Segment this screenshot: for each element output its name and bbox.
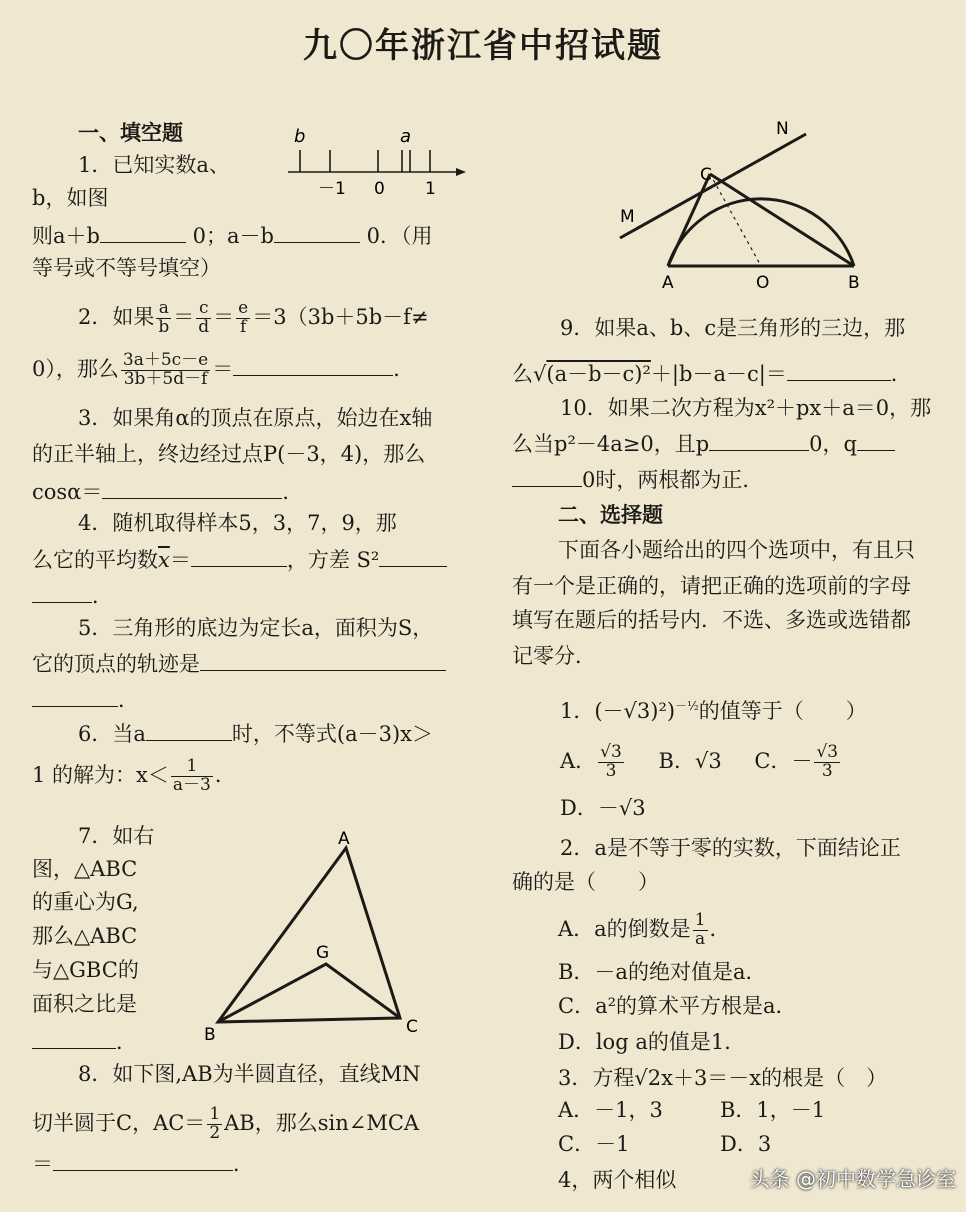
q8-line3: ＝ ． [32,1152,254,1176]
answer-blank[interactable] [191,548,287,567]
semicircle-arc [668,199,854,266]
point-label: M [620,207,635,227]
semicircle-figure [610,116,890,296]
q1-line1: 1．已知实数a、 [78,153,230,177]
q2-line2: 0），那么 $\frac{3a+5c-e}{3b+5d-f}$ ＝ ． [32,350,415,389]
vertex-label: C [406,1017,418,1037]
tangent-mn [620,134,806,238]
q9-line1: 9．如果a、b、c是三角形的三边，那 [560,316,906,340]
q10-line1: 10．如果二次方程为x²＋px＋a＝0，那 [560,396,932,420]
q7-line: 面积之比是 [32,992,137,1016]
numberline-arrow [456,168,466,176]
q5-line3: ． [32,688,139,711]
c1-stem: 1．(－√3)²)$^{-\frac{1}{2}}$的值等于（ ） [560,699,867,723]
point-label: C [700,165,712,185]
section2-intro: 记零分． [512,644,596,668]
q4-line1: 4．随机取得样本5，3，7，9，那 [78,511,397,535]
number-line-figure [280,124,475,204]
q3-line3: cosα＝ ． [32,480,304,504]
radius-oc [710,174,761,266]
q1-line3: 则a＋b 0；a－b 0．（用 [32,224,433,248]
numberline-tick-label: 0 [374,179,385,199]
q4-line2: 么它的平均数$\overline{x}=$ ，方差 S² [32,548,447,571]
q8-line1: 8．如下图,AB为半圆直径，直线MN [78,1062,421,1086]
q7-line: 图，△ABC [32,857,138,881]
c2-option-a: A．a的倒数是 $\frac{1}{a}$ ． [558,910,731,949]
c2-option-b: B．－a的绝对值是a． [558,960,767,984]
c2-line1: 2．a是不等于零的实数，下面结论正 [560,836,901,860]
c2-option-d: D．log a的值是1． [558,1030,746,1054]
answer-blank[interactable] [274,224,360,243]
q6-line1: 6．当a 时，不等式(a－3)x＞ [78,722,433,746]
answer-blank[interactable] [32,1030,116,1049]
q5-line2: 它的顶点的轨迹是 [32,652,446,675]
answer-blank[interactable] [53,1152,233,1171]
q5-line1: 5．三角形的底边为定长a，面积为S， [78,616,434,640]
point-label: N [776,119,789,139]
q3-line2: 的正半轴上，终边经过点P(－3，4)，那么 [32,442,426,466]
c3-stem: 3．方程√2x＋3＝－x的根是（ ） [558,1066,888,1090]
c3-option-a: A．－1，3 [558,1098,663,1122]
c2-option-c: C．a²的算术平方根是a． [558,994,797,1018]
numberline-b-label: b [294,126,306,147]
q9-line2: 么√(a－b－c)²＋|b－a－c|＝ ． [512,362,912,386]
q6-line2: 1 的解为：x＜ $\frac{1}{a-3}$ ． [32,756,236,795]
chord-cb [710,174,854,266]
point-label: A [662,273,674,293]
q2-line1: 2．如果 $\frac{a}{b}$ ＝ $\frac{c}{d}$ ＝ $\frac{e}{f}$ ＝3（3b＋5b－f≠ [78,298,429,337]
section2-intro: 下面各小题给出的四个选项中，有且只 [558,538,915,562]
q3-line1: 3．如果角α的顶点在原点，始边在x轴 [78,406,433,430]
answer-blank[interactable] [102,480,282,499]
q7-line: 那么△ABC [32,924,138,948]
triangle-abc [218,848,400,1022]
answer-blank[interactable] [512,468,582,487]
c3-option-b: B．1，－1 [720,1098,826,1122]
q10-line3: 0时，两根都为正． [512,468,763,491]
answer-blank[interactable] [100,224,186,243]
q4-line3: ． [32,584,113,607]
q7-line: 的重心为G, [32,890,139,914]
answer-blank[interactable] [32,688,118,707]
section-heading-fill: 一、填空题 [78,120,183,145]
chord-ac [668,174,710,266]
c2-line2: 确的是（ ） [512,870,659,894]
section2-intro: 有一个是正确的，请把正确的选项前的字母 [512,574,911,598]
triangle-figure [200,826,430,1048]
vertex-label: G [316,943,330,963]
q7-line-end: ． [32,1030,137,1053]
answer-blank[interactable] [709,432,809,451]
answer-blank[interactable] [787,362,891,381]
page-title: 九〇年浙江省中招试题 [303,26,663,66]
c1-options: A． $\frac{√3}{3}$ B．√3 C．－ $\frac{√3}{3}$ [560,742,839,781]
vertex-label: B [204,1025,216,1045]
q7-line: 与△GBC的 [32,958,139,982]
answer-blank[interactable] [857,432,895,451]
c1-option-d: D．－√3 [560,796,646,820]
numberline-tick-label: －1 [318,179,346,199]
section2-intro: 填写在题后的括号内．不选、多选或选错都 [512,608,911,632]
vertex-label: A [338,829,350,849]
q8-line2: 切半圆于C，AC＝ $\frac{1}{2}$ AB，那么sin∠MCA [32,1104,420,1143]
q7-line: 7．如右 [78,824,155,848]
q1-line4: 等号或不等号填空） [32,256,221,280]
triangle-gbc [218,964,400,1022]
section-heading-choice: 二、选择题 [558,502,663,527]
numberline-tick-label: 1 [425,179,436,199]
point-label: O [756,273,770,293]
watermark: 头条 @初中数学急诊室 [749,1167,956,1191]
point-label: B [848,273,860,293]
answer-blank[interactable] [32,584,92,603]
answer-blank[interactable] [379,548,447,567]
c3-option-d: D．3 [720,1132,772,1156]
answer-blank[interactable] [233,357,393,376]
q1-line2: b，如图 [32,186,109,210]
answer-blank[interactable] [146,722,232,741]
c4-stem: 4，两个相似 [558,1168,677,1192]
c3-option-c: C．－1 [558,1132,630,1156]
q10-line2: 么当p²－4a≥0，且p 0，q [512,432,895,455]
numberline-a-label: a [400,126,412,147]
answer-blank[interactable] [200,652,446,671]
